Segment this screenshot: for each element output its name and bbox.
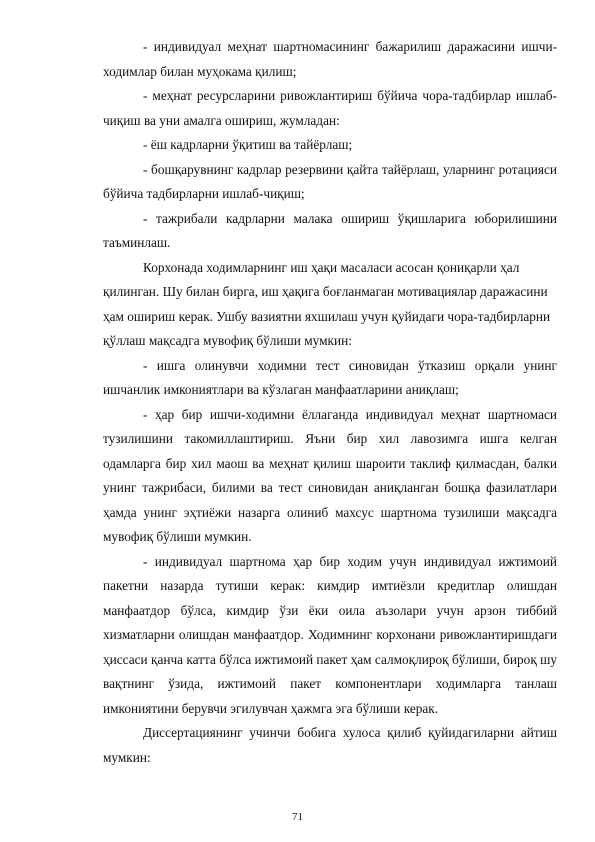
paragraph-7: - ишга олинувчи ходимни тест синовидан ўтказиш орқали унинг ишчанлик имкониятлари ва кўзлаган манфаатларини аниқлаш;	[103, 357, 557, 397]
paragraph-2: - меҳнат ресурсларини ривожлантириш бўйича чора-тадбирлар ишлаб-чиқиш ва уни амалга ошириш, жумладан:	[103, 88, 557, 128]
paragraph-6: Корхонада ходимларнинг иш ҳақи масаласи асосан қониқарли ҳал қилинган. Шу билан бирга, иш ҳақига боғланмаган мотивациялар даражасини ҳам ошириш керак. Ушбу вазиятни яхшилаш учун қуйидаги чора-тадбирларни қўллаш мақсадга мувофиқ бўлиши мумкин:	[103, 259, 551, 348]
paragraph-3: - ёш кадрларни ўқитиш ва тайёрлаш;	[143, 137, 353, 152]
body-text	[103, 35, 557, 770]
paragraph-10: Диссертациянинг учинчи бобига хулоса қилиб қуйидагиларни айтиш мумкин:	[103, 725, 557, 765]
paragraph-5: - тажрибали кадрларни малака ошириш ўқишларига юборилишини таъминлаш.	[103, 210, 557, 250]
paragraph-8: - ҳар бир ишчи-ходимни ёллаганда индивидуал меҳнат шартномаси тузилишини такомиллаштириш. Яъни бир хил лавозимга ишга келган одамларга бир хил маош ва меҳнат қилиш шароити таклиф қилмасдан, балки унинг тажрибаси, билими ва тест синовидан аниқланган бошқа фазилатлари ҳамда унинг эҳтиёжи назарга олиниб махсус шартнома тузилиши мақсадга мувофиқ бўлиши мумкин.	[103, 406, 557, 544]
paragraph-9: - индивидуал шартнома ҳар бир ходим учун индивидуал ижтимоий пакетни назарда тутиши керак: кимдир имтиёзли кредитлар олишдан манфаатдор бўлса, кимдир ўзи ёки оила аъзолари учун арзон тиббий хизматларни олишдан манфаатдор. Ходимнинг корхонани ривожлантиришдаги ҳиссаси қанча катта бўлса ижтимоий пакет ҳам салмоқлироқ бўлиши, бироқ шу вақтнинг ўзида, ижтимоий пакет компонентлари ходимларга танлаш имкониятини берувчи эгилувчан ҳажмга эга бўлиши керак.	[103, 553, 557, 716]
paragraph-4: - бошқарувнинг кадрлар резервини қайта тайёрлаш, уларнинг ротацияси бўйича тадбирларни ишлаб-чиқиш;	[103, 161, 557, 201]
paragraph-1: - индивидуал меҳнат шартномасининг бажарилиш даражасини ишчи-ходимлар билан муҳокама қилиш;	[103, 39, 557, 79]
page-number: 71	[292, 811, 303, 823]
